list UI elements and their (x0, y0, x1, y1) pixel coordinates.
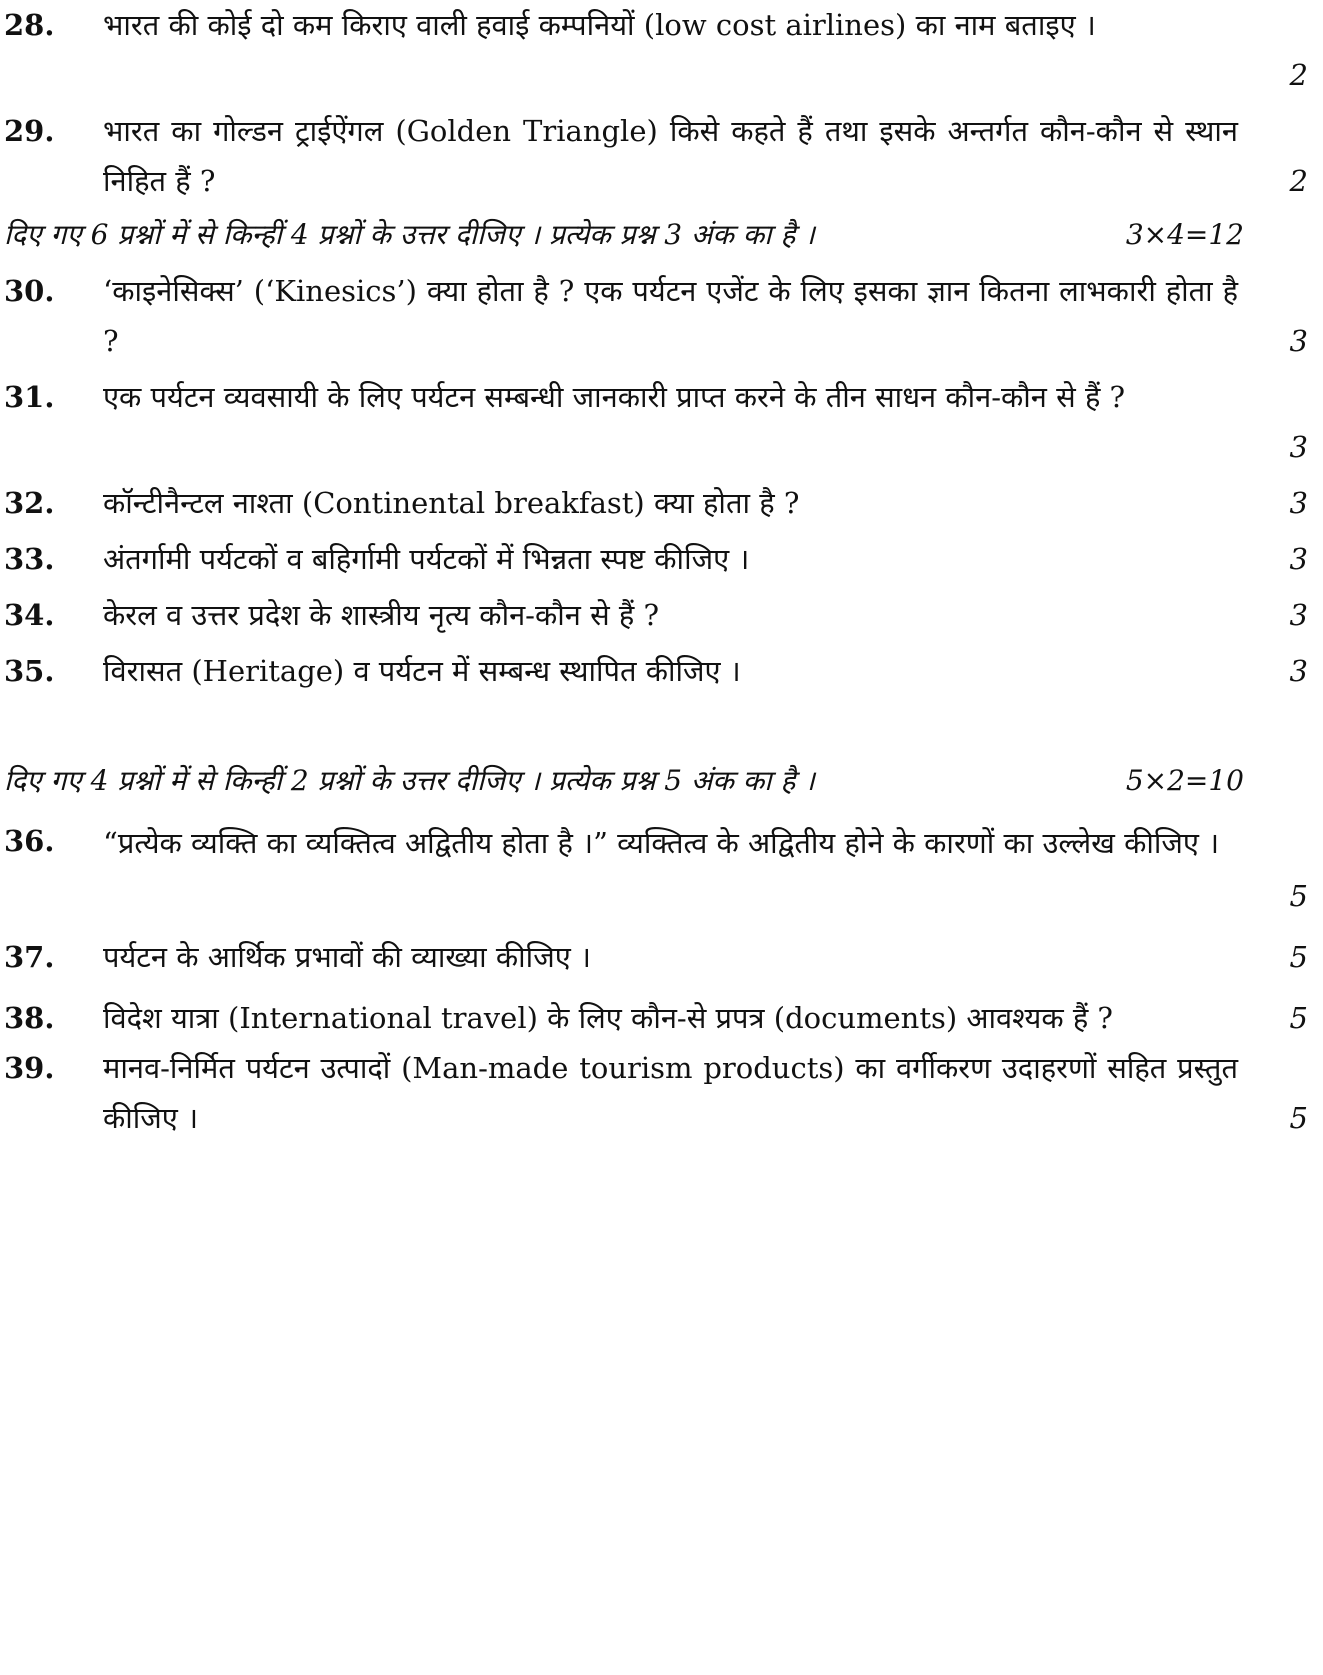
question-marks: 2 (1289, 164, 1308, 198)
question-text: अंतर्गामी पर्यटकों व बहिर्गामी पर्यटकों में भिन्नता स्पष्ट कीजिए । (103, 542, 750, 576)
question-marks: 3 (1289, 486, 1308, 520)
question-text: भारत का गोल्डन ट्राईऐंगल (Golden Triangle) किसे कहते हैं तथा इसके अन्तर्गत कौन-कौन से स्थान निहित हैं ? (103, 114, 1238, 198)
question-number: 32. (4, 486, 55, 520)
question-text: भारत की कोई दो कम किराए वाली हवाई कम्पनियों (low cost airlines) का नाम बताइए । (103, 8, 1096, 42)
question-number: 35. (4, 654, 55, 688)
question-number: 34. (4, 598, 55, 632)
instruction-text: दिए गए 4 प्रश्नों में से किन्हीं 2 प्रश्नों के उत्तर दीजिए । प्रत्येक प्रश्न 5 अंक का है । (4, 764, 815, 797)
section-marks-total: 5×2=10 (1125, 764, 1244, 797)
question-marks: 3 (1289, 654, 1308, 688)
question-marks: 3 (1289, 542, 1308, 576)
section-instruction-c (4, 756, 1244, 806)
question-marks: 5 (1289, 940, 1308, 974)
question-text: विरासत (Heritage) व पर्यटन में सम्बन्ध स्थापित कीजिए । (103, 654, 741, 688)
question-marks: 2 (1289, 58, 1308, 92)
question-number: 29. (4, 114, 55, 148)
question-number: 33. (4, 542, 55, 576)
question-text: “प्रत्येक व्यक्ति का व्यक्तित्व अद्वितीय होता है ।” व्यक्तित्व के अद्वितीय होने के कारणों का उल्लेख कीजिए । (103, 826, 1220, 860)
question-text: एक पर्यटन व्यवसायी के लिए पर्यटन सम्बन्धी जानकारी प्राप्त करने के तीन साधन कौन-कौन से हैं ? (103, 380, 1126, 414)
question-number: 36. (4, 824, 55, 858)
question-number: 38. (4, 1001, 55, 1035)
question-number: 28. (4, 8, 55, 42)
question-marks: 5 (1289, 1001, 1308, 1035)
question-text: विदेश यात्रा (International travel) के लिए कौन-से प्रपत्र (documents) आवश्यक हैं ? (103, 1001, 1113, 1035)
question-number: 39. (4, 1051, 55, 1085)
question-text: ‘काइनेसिक्स’ (‘Kinesics’) क्या होता है ? एक पर्यटन एजेंट के लिए इसका ज्ञान कितना लाभकारी होता है ? (103, 274, 1238, 358)
question-text: कॉन्टीनैन्टल नाश्ता (Continental breakfast) क्या होता है ? (103, 486, 800, 520)
question-marks: 3 (1289, 598, 1308, 632)
question-number: 31. (4, 380, 55, 414)
question-number: 30. (4, 274, 55, 308)
question-number: 37. (4, 940, 55, 974)
instruction-text: दिए गए 6 प्रश्नों में से किन्हीं 4 प्रश्नों के उत्तर दीजिए । प्रत्येक प्रश्न 3 अंक का है । (4, 218, 815, 251)
section-instruction-b (4, 210, 1244, 260)
question-marks: 5 (1289, 1101, 1308, 1135)
question-text: केरल व उत्तर प्रदेश के शास्त्रीय नृत्य कौन-कौन से हैं ? (103, 598, 660, 632)
question-text: मानव-निर्मित पर्यटन उत्पादों (Man-made tourism products) का वर्गीकरण उदाहरणों सहित प्रस्तुत कीजिए । (103, 1051, 1238, 1135)
section-marks-total: 3×4=12 (1125, 218, 1244, 251)
question-marks: 5 (1289, 879, 1308, 913)
question-marks: 3 (1289, 324, 1308, 358)
question-text: पर्यटन के आर्थिक प्रभावों की व्याख्या कीजिए । (103, 940, 591, 974)
question-marks: 3 (1289, 430, 1308, 464)
